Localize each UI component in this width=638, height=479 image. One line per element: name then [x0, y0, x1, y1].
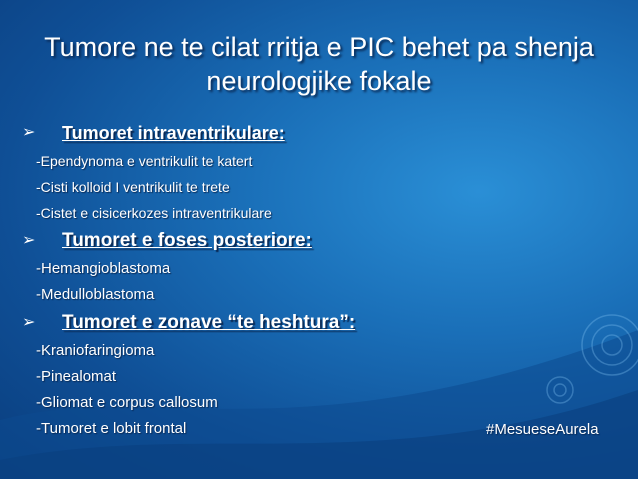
list-item: -Cistet e cisicerkozes intraventrikulare: [36, 205, 272, 221]
section-heading-label: Tumoret intraventrikulare:: [62, 122, 285, 143]
section-heading-label: Tumoret e zonave “te heshtura”:: [62, 312, 356, 333]
hashtag-watermark: #MesueseAurela: [486, 421, 599, 438]
list-item: -Ependynoma e ventrikulit te katert: [36, 153, 253, 169]
section-heading-silent-zones: [22, 308, 616, 338]
arrow-bullet-icon: ➢: [22, 232, 36, 249]
list-item: -Gliomat e corpus callosum: [36, 394, 218, 411]
arrow-bullet-icon: ➢: [22, 314, 36, 331]
list-item: -Kraniofaringioma: [36, 342, 155, 359]
slide-title: Tumore ne te cilat rritja e PIC behet pa shenja neurologjike fokale: [44, 32, 594, 96]
list-item: -Tumoret e lobit frontal: [36, 420, 187, 437]
section-heading-posterior-fossa: [22, 226, 616, 256]
list-item: -Cisti kolloid I ventrikulit te trete: [36, 179, 230, 195]
list-item: -Medulloblastoma: [36, 286, 155, 303]
section-heading-label: Tumoret e foses posteriore:: [62, 230, 312, 251]
list-item: -Pinealomat: [36, 368, 117, 385]
arrow-bullet-icon: ➢: [22, 124, 36, 141]
list-item: -Hemangioblastoma: [36, 260, 171, 277]
slide-content: [22, 118, 616, 442]
section-heading-intraventricular: [22, 118, 616, 148]
